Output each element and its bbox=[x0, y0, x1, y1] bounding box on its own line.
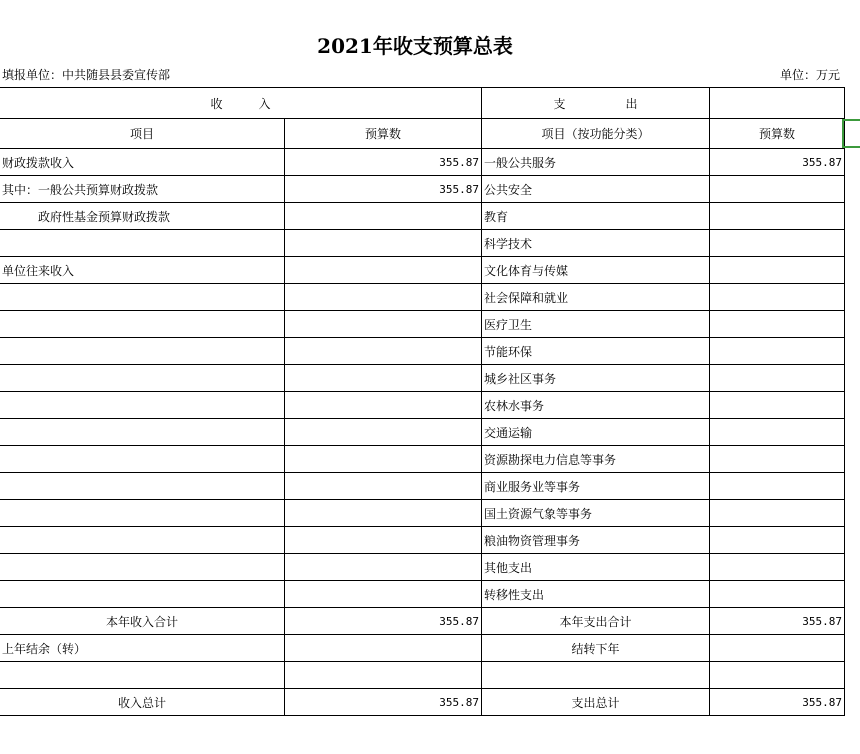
col-header-budget-2[interactable]: 预算数 bbox=[710, 119, 845, 149]
expense-item-cell[interactable]: 社会保障和就业 bbox=[482, 284, 710, 311]
expense-item-cell[interactable]: 本年支出合计 bbox=[482, 608, 710, 635]
income-item-cell[interactable] bbox=[0, 446, 285, 473]
header-row-columns bbox=[0, 119, 845, 149]
table-row bbox=[0, 473, 845, 500]
income-value-cell[interactable] bbox=[285, 203, 482, 230]
expense-item-cell[interactable]: 节能环保 bbox=[482, 338, 710, 365]
empty-header-cell[interactable] bbox=[710, 88, 845, 119]
expense-item-cell[interactable]: 公共安全 bbox=[482, 176, 710, 203]
table-row bbox=[0, 527, 845, 554]
expense-item-cell[interactable]: 教育 bbox=[482, 203, 710, 230]
income-item-cell[interactable] bbox=[0, 365, 285, 392]
expense-section-header[interactable]: 支 出 bbox=[482, 88, 710, 119]
expense-value-cell[interactable] bbox=[710, 311, 845, 338]
col-header-item[interactable]: 项目 bbox=[0, 119, 285, 149]
table-row bbox=[0, 365, 845, 392]
table-row bbox=[0, 392, 845, 419]
income-value-cell[interactable] bbox=[285, 554, 482, 581]
income-value-cell[interactable] bbox=[285, 284, 482, 311]
expense-item-cell[interactable] bbox=[482, 662, 710, 689]
expense-value-cell[interactable] bbox=[710, 392, 845, 419]
table-row bbox=[0, 446, 845, 473]
table-row bbox=[0, 554, 845, 581]
col-header-item-func[interactable]: 项目（按功能分类） bbox=[482, 119, 710, 149]
income-item-cell[interactable]: 其中：一般公共预算财政拨款 bbox=[0, 176, 285, 203]
table-row bbox=[0, 608, 845, 635]
table-row bbox=[0, 500, 845, 527]
income-item-cell[interactable]: 单位往来收入 bbox=[0, 257, 285, 284]
table-row bbox=[0, 230, 845, 257]
income-item-cell[interactable]: 财政拨款收入 bbox=[0, 149, 285, 176]
table-row bbox=[0, 581, 845, 608]
expense-value-cell[interactable] bbox=[710, 338, 845, 365]
expense-value-cell[interactable] bbox=[710, 473, 845, 500]
income-value-cell[interactable] bbox=[285, 662, 482, 689]
expense-item-cell[interactable]: 支出总计 bbox=[482, 689, 710, 716]
income-item-cell[interactable] bbox=[0, 392, 285, 419]
expense-value-cell[interactable] bbox=[710, 419, 845, 446]
income-item-cell[interactable] bbox=[0, 527, 285, 554]
income-value-cell[interactable] bbox=[285, 311, 482, 338]
table-row bbox=[0, 284, 845, 311]
income-item-cell[interactable] bbox=[0, 581, 285, 608]
expense-value-cell[interactable] bbox=[710, 365, 845, 392]
income-value-cell[interactable] bbox=[285, 392, 482, 419]
table-row bbox=[0, 689, 845, 716]
income-value-cell[interactable] bbox=[285, 473, 482, 500]
expense-item-cell[interactable]: 结转下年 bbox=[482, 635, 710, 662]
expense-value-cell[interactable] bbox=[710, 446, 845, 473]
income-item-cell[interactable]: 收入总计 bbox=[0, 689, 285, 716]
currency-unit: 单位：万元 bbox=[779, 68, 840, 82]
expense-item-cell[interactable]: 一般公共服务 bbox=[482, 149, 710, 176]
income-value-cell[interactable] bbox=[285, 581, 482, 608]
col-header-budget[interactable]: 预算数 bbox=[285, 119, 482, 149]
income-item-cell[interactable] bbox=[0, 473, 285, 500]
income-section-header[interactable]: 收 入 bbox=[0, 88, 482, 119]
expense-item-cell[interactable]: 医疗卫生 bbox=[482, 311, 710, 338]
table-row bbox=[0, 662, 845, 689]
income-value-cell[interactable] bbox=[285, 230, 482, 257]
expense-item-cell[interactable]: 文化体育与传媒 bbox=[482, 257, 710, 284]
expense-value-cell[interactable] bbox=[710, 230, 845, 257]
expense-item-cell[interactable]: 农林水事务 bbox=[482, 392, 710, 419]
expense-value-cell[interactable] bbox=[710, 554, 845, 581]
expense-value-cell[interactable]: 355.87 bbox=[710, 149, 845, 176]
expense-item-cell[interactable]: 科学技术 bbox=[482, 230, 710, 257]
expense-value-cell[interactable] bbox=[710, 257, 845, 284]
income-item-cell[interactable] bbox=[0, 419, 285, 446]
table-row bbox=[0, 311, 845, 338]
income-value-cell[interactable] bbox=[285, 257, 482, 284]
table-row bbox=[0, 203, 845, 230]
expense-value-cell[interactable]: 355.87 bbox=[710, 689, 845, 716]
expense-value-cell[interactable]: 355.87 bbox=[710, 608, 845, 635]
income-item-cell[interactable] bbox=[0, 230, 285, 257]
header-row-section bbox=[0, 88, 845, 119]
expense-value-cell[interactable] bbox=[710, 581, 845, 608]
expense-value-cell[interactable] bbox=[710, 500, 845, 527]
income-value-cell[interactable] bbox=[285, 635, 482, 662]
income-item-cell[interactable] bbox=[0, 311, 285, 338]
page-title: 2021年收支预算总表 bbox=[317, 34, 513, 58]
table-row bbox=[0, 176, 845, 203]
income-value-cell[interactable] bbox=[285, 419, 482, 446]
income-value-cell[interactable] bbox=[285, 338, 482, 365]
income-item-cell[interactable] bbox=[0, 338, 285, 365]
income-value-cell[interactable]: 355.87 bbox=[285, 608, 482, 635]
expense-item-cell[interactable]: 粮油物资管理事务 bbox=[482, 527, 710, 554]
expense-item-cell[interactable]: 交通运输 bbox=[482, 419, 710, 446]
income-item-cell[interactable] bbox=[0, 500, 285, 527]
expense-item-cell[interactable]: 转移性支出 bbox=[482, 581, 710, 608]
expense-item-cell[interactable]: 其他支出 bbox=[482, 554, 710, 581]
expense-item-cell[interactable]: 城乡社区事务 bbox=[482, 365, 710, 392]
income-item-cell[interactable] bbox=[0, 284, 285, 311]
income-item-cell[interactable] bbox=[0, 554, 285, 581]
expense-item-cell[interactable]: 国土资源气象等事务 bbox=[482, 500, 710, 527]
table-row bbox=[0, 635, 845, 662]
income-value-cell[interactable] bbox=[285, 446, 482, 473]
income-item-cell[interactable]: 本年收入合计 bbox=[0, 608, 285, 635]
expense-item-cell[interactable]: 商业服务业等事务 bbox=[482, 473, 710, 500]
income-item-cell[interactable]: 政府性基金预算财政拨款 bbox=[0, 203, 285, 230]
expense-value-cell[interactable] bbox=[710, 635, 845, 662]
reporting-unit: 填报单位：中共随县县委宣传部 bbox=[2, 68, 171, 82]
table-row bbox=[0, 149, 845, 176]
table-row bbox=[0, 257, 845, 284]
income-value-cell[interactable]: 355.87 bbox=[285, 149, 482, 176]
income-value-cell[interactable] bbox=[285, 527, 482, 554]
table-row bbox=[0, 419, 845, 446]
expense-value-cell[interactable] bbox=[710, 662, 845, 689]
expense-value-cell[interactable] bbox=[710, 176, 845, 203]
expense-item-cell[interactable]: 资源勘探电力信息等事务 bbox=[482, 446, 710, 473]
budget-table bbox=[0, 87, 845, 716]
expense-value-cell[interactable] bbox=[710, 527, 845, 554]
table-row bbox=[0, 338, 845, 365]
income-value-cell[interactable]: 355.87 bbox=[285, 689, 482, 716]
expense-value-cell[interactable] bbox=[710, 284, 845, 311]
income-value-cell[interactable]: 355.87 bbox=[285, 176, 482, 203]
expense-value-cell[interactable] bbox=[710, 203, 845, 230]
income-value-cell[interactable] bbox=[285, 365, 482, 392]
income-value-cell[interactable] bbox=[285, 500, 482, 527]
income-item-cell[interactable]: 上年结余（转） bbox=[0, 635, 285, 662]
cell-selection-indicator bbox=[842, 119, 860, 148]
income-item-cell[interactable] bbox=[0, 662, 285, 689]
